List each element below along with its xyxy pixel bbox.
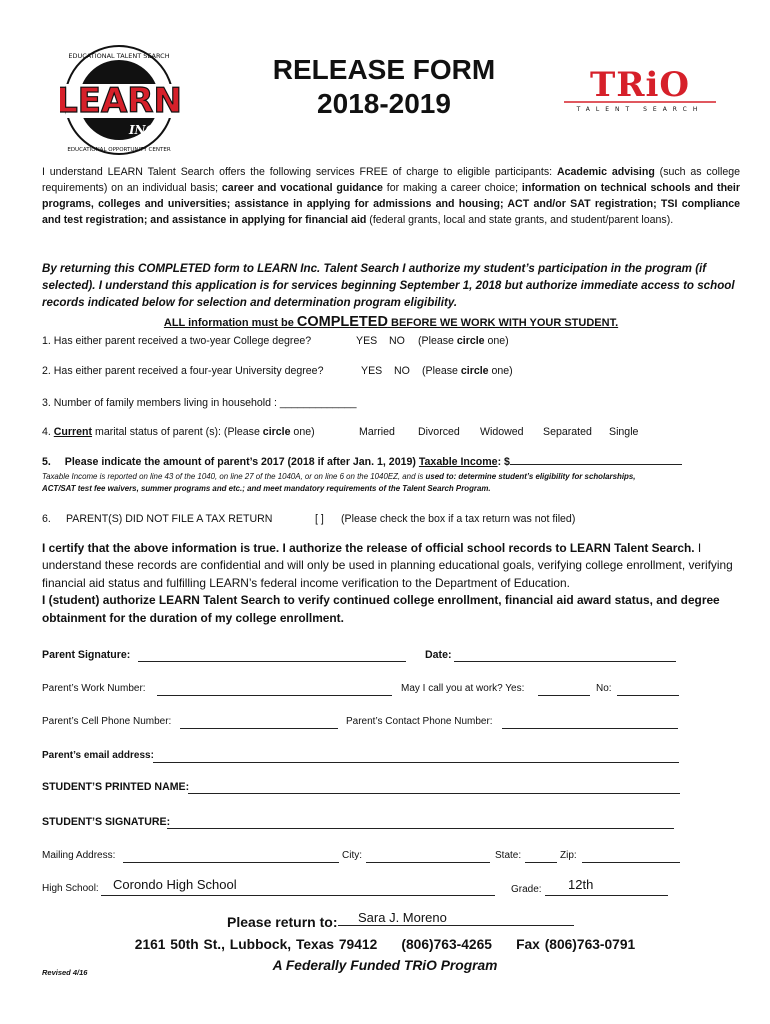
q1-text: 1. Has either parent received a two-year College degree? (42, 335, 312, 347)
svg-text:LEARN: LEARN (60, 81, 180, 121)
q4-circle: circle (262, 426, 291, 438)
q6-text: PARENT(S) DID NOT FILE A TAX RETURN (66, 513, 273, 525)
svg-text:TALENT SEARCH: TALENT SEARCH (576, 106, 704, 113)
q5-after: : $ (497, 456, 510, 468)
zip-label: Zip: (560, 850, 577, 861)
marital-option-divorced[interactable]: Divorced (418, 426, 460, 438)
all-info-heading (42, 313, 740, 332)
svg-text:EDUCATIONAL OPPORTUNITY CENTER: EDUCATIONAL OPPORTUNITY CENTER (67, 147, 171, 153)
work-number-label: Parent’s Work Number: (42, 683, 146, 694)
marital-option-single[interactable]: Single (609, 426, 639, 438)
q1-yes[interactable]: YES (356, 335, 378, 347)
q4-end: one) (290, 426, 315, 438)
email-field[interactable] (153, 751, 679, 763)
all-info-pre: ALL information must be (163, 317, 297, 329)
q5-num: 5. (42, 456, 51, 468)
q2-note-pre: (Please (422, 365, 461, 377)
q1-note (418, 333, 509, 349)
q4-rest: marital status of parent (s): (Please (92, 426, 263, 438)
intro-bold-2: career and vocational guidance (221, 182, 383, 194)
call-at-work-no-field[interactable] (617, 684, 679, 696)
learn-logo-graphic (60, 40, 180, 158)
question-3[interactable]: 3. Number of family members living in household : _____________ (42, 397, 357, 409)
high-school-label: High School: (42, 883, 99, 894)
work-number-field[interactable] (157, 684, 392, 696)
mailing-address-field[interactable] (123, 851, 339, 863)
q5-text: Please indicate the amount of parent’s 2017 (2018 if after Jan. 1, 2019) (64, 456, 419, 468)
question-1 (42, 333, 311, 349)
q4-current: Current (53, 426, 93, 438)
q1-note-post: one) (484, 335, 509, 347)
student-signature-field[interactable] (167, 817, 674, 829)
svg-text:TRiO: TRiO (589, 66, 691, 105)
intro-text-1: I understand LEARN Talent Search offers the following services FREE of charge to eligible participants: (42, 166, 557, 178)
intro-text-3: for making a career choice; (382, 182, 522, 194)
marital-option-married[interactable]: Married (359, 426, 395, 438)
question-5 (42, 453, 682, 470)
return-to-value: Sara J. Moreno (358, 910, 447, 925)
intro-text-2: (such as college requirements) on an individual basis; (42, 166, 740, 194)
date-field[interactable] (454, 650, 676, 662)
q1-note-bold: circle (456, 335, 485, 347)
student-signature-label: STUDENT’S SIGNATURE: (42, 816, 171, 828)
taxable-income-field[interactable] (510, 453, 682, 465)
q6-num: 6. (42, 513, 51, 525)
call-at-work-yes-field[interactable] (538, 684, 590, 696)
trio-logo (560, 66, 720, 114)
q1-no[interactable]: NO (389, 335, 405, 347)
high-school-value[interactable]: Corondo High School (113, 877, 237, 892)
certify-text-2: I understand these records are confidential and will only be used in planning educational goals, verifying college enrollment, verifying financial aid status and fulfilling LEARN’s federal income verification to the Department of Education. (42, 541, 733, 590)
parent-signature-field[interactable] (138, 650, 406, 662)
return-to-label: Please return to: (227, 914, 338, 930)
zip-field[interactable] (582, 851, 680, 863)
call-at-work-no-label: No: (596, 683, 612, 694)
contact-phone-field[interactable] (502, 717, 678, 729)
grade-field[interactable] (545, 884, 668, 896)
authorize-paragraph: By returning this COMPLETED form to LEARN Inc. Talent Search I authorize my student’s participation in the program (if selected). I understand this application is for services beginning September 1, 2018 but authorize immediate access to school records indicated below for selection and determination program eligibility. (42, 262, 735, 309)
cell-phone-label: Parent’s Cell Phone Number: (42, 716, 172, 727)
page-title-line2: 2018-2019 (317, 88, 451, 119)
mailing-address-label: Mailing Address: (42, 850, 116, 861)
grade-label: Grade: (511, 884, 542, 895)
q2-note (422, 363, 513, 379)
intro-text-4: (federal grants, local and state grants, and student/parent loans). (366, 214, 674, 226)
intro-bold-1: Academic advising (556, 166, 655, 178)
state-label: State: (495, 850, 522, 861)
certify-bold-3: I (student) authorize LEARN Talent Search to verify continued college enrollment, financial aid award status, and degree obtainment for the duration of my college enrollment. (42, 593, 720, 625)
svg-text:EDUCATIONAL TALENT SEARCH: EDUCATIONAL TALENT SEARCH (68, 52, 170, 60)
no-tax-return-checkbox[interactable]: [ ] (315, 513, 324, 525)
question-2 (42, 363, 323, 379)
intro-paragraph (42, 164, 740, 228)
state-field[interactable] (525, 851, 557, 863)
student-name-field[interactable] (188, 782, 680, 794)
intro-bold-3: information on technical schools and their programs, colleges and universities; assistance in applying for admissions and housing; ACT and/or SAT registration; TSI compliance and test registration; and assistance in applying for financial aid (42, 182, 740, 226)
q2-note-post: one) (488, 365, 513, 377)
cell-phone-field[interactable] (180, 717, 338, 729)
q2-text: 2. Has either parent received a four-year University degree? (42, 365, 324, 377)
q5-note-2: ACT/SAT test fee waivers, summer programs and etc.; and meet mandatory requirements of the Talent Search Program. (42, 484, 491, 493)
q5-note-1: Taxable Income is reported on line 43 of the 1040, on line 27 of the 1040A, or on line 6 on the 1040EZ, and is (42, 472, 426, 481)
parent-signature-label: Parent Signature: (42, 649, 131, 661)
svg-text:INC.: INC. (128, 123, 160, 137)
city-label: City: (342, 850, 362, 861)
q2-no[interactable]: NO (394, 365, 410, 377)
question-4 (42, 424, 315, 440)
student-name-label: STUDENT’S PRINTED NAME: (42, 781, 190, 793)
all-info-post: BEFORE WE WORK WITH YOUR STUDENT. (387, 317, 619, 329)
city-field[interactable] (366, 851, 490, 863)
q2-yes[interactable]: YES (361, 365, 383, 377)
page-title-line1: RELEASE FORM (272, 54, 496, 85)
q5-note-bold: used to: determine student’s eligibility for scholarships, (425, 472, 636, 481)
office-address: 2161 50th St., Lubbock, Texas 79412 (806)763-4265 Fax (806)763-0791 (134, 937, 636, 952)
all-info-completed: COMPLETED (296, 314, 388, 330)
marital-option-separated[interactable]: Separated (543, 426, 592, 438)
certify-paragraph (42, 540, 742, 627)
q1-note-pre: (Please (418, 335, 457, 347)
marital-option-widowed[interactable]: Widowed (480, 426, 524, 438)
date-label: Date: (425, 649, 452, 661)
email-label: Parent’s email address: (42, 750, 154, 761)
q5-note (42, 471, 742, 495)
q2-note-bold: circle (460, 365, 489, 377)
trio-logo-graphic (560, 66, 720, 114)
q6-note: (Please check the box if a tax return was not filed) (341, 513, 576, 525)
call-at-work-label: May I call you at work? Yes: (401, 683, 525, 694)
certify-bold-1: I certify that the above information is true. I authorize the release of official school records to LEARN Talent Search. (42, 541, 695, 555)
program-tagline: A Federally Funded TRiO Program (272, 958, 498, 973)
q4-num: 4. (42, 426, 54, 438)
grade-value[interactable]: 12th (568, 877, 594, 892)
revised-date: Revised 4/16 (42, 968, 88, 977)
q5-taxable: Taxable Income (418, 456, 498, 468)
contact-phone-label: Parent’s Contact Phone Number: (346, 716, 493, 727)
learn-logo (60, 40, 180, 158)
